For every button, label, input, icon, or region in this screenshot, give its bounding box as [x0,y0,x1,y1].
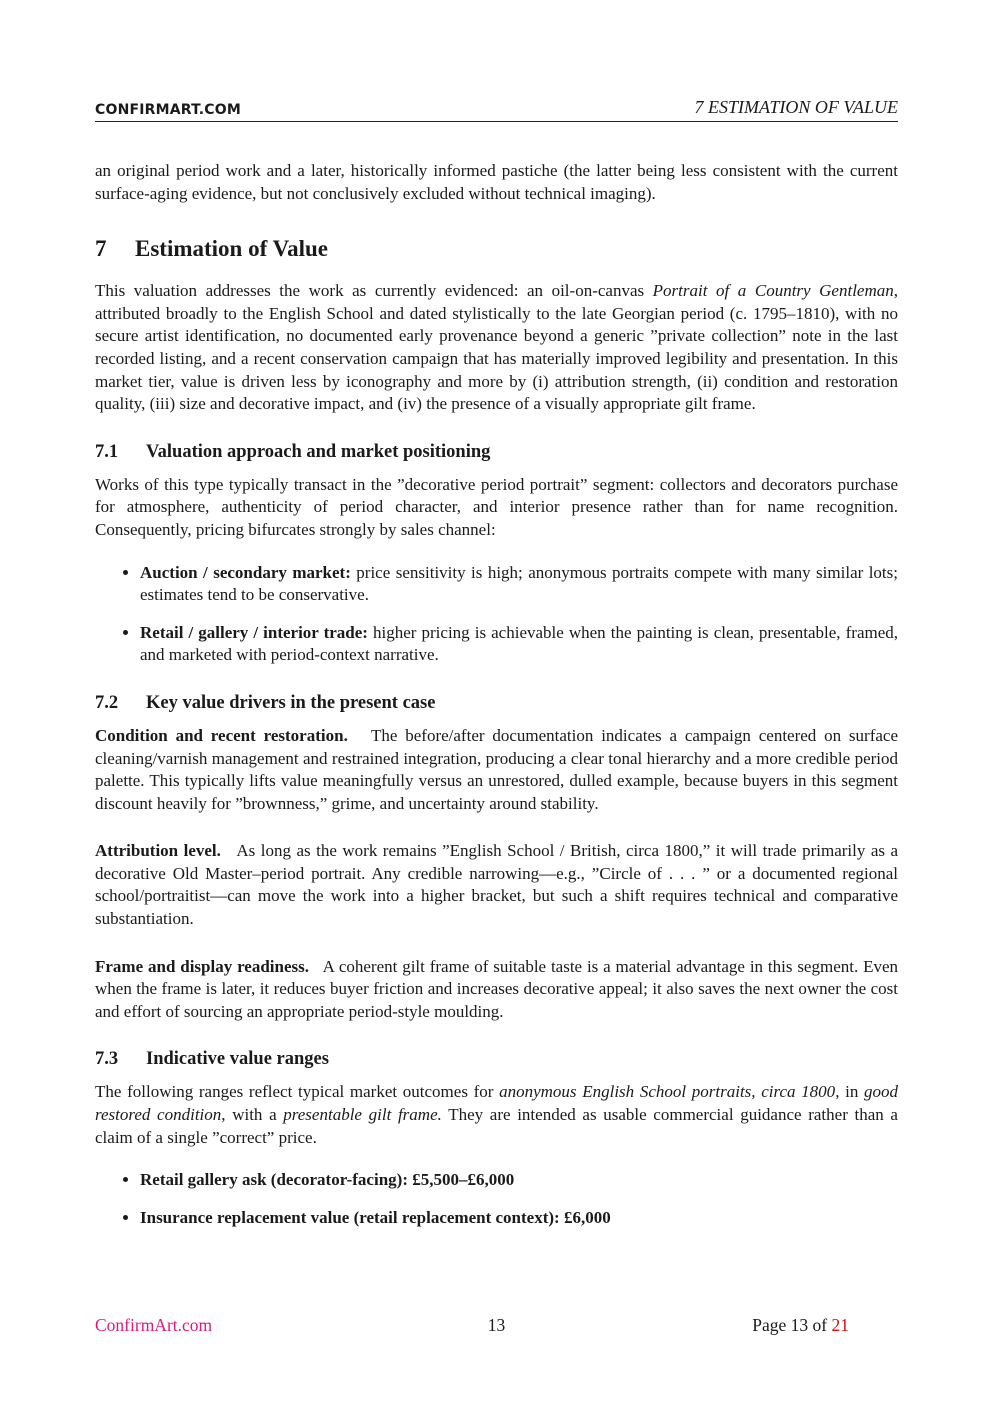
paragraph-label: Attribution level. [95,841,221,861]
list-item [140,1169,898,1192]
emphasis: anonymous English School portraits, circa 1800 [499,1082,836,1102]
section-heading [95,235,898,263]
text-run: This valuation addresses the work as currently evidenced: an oil-on-canvas [95,281,653,301]
page-label: Page 13 of [752,1315,832,1335]
subsection-title: Indicative value ranges [146,1049,329,1070]
bullet-list [95,562,898,667]
paragraph-text: The before/after documentation indicates a campaign centered on surface cleaning/varnish management and restrained integration, producing a clear tonal hierarchy and a more credible period palette. This typically lifts value meaningfully versus an unrestored, dulled example, because buyers in this segment discount heavily for ”brownness,” grime, and uncertainty around stability. [95,725,899,813]
text-run: , in [835,1082,865,1102]
text-run: , with a [221,1105,284,1125]
subsection-title: Valuation approach and market positioning [146,441,491,462]
section-intro-paragraph [95,280,898,416]
list-item-label: Auction / secondary market: [140,562,351,582]
subsection-number: 7.3 [95,1049,119,1070]
text-run: , attributed broadly to the English School and dated stylistically to the late Georgian period (c. 1795–1810), with no secure artist identification, no documented early provenance beyond a generic ”private collection” note in the last recorded listing, and a recent conservation campaign that has materially improved legibility and presentation. In this market tier, value is driven less by iconography and more by (i) attribution strength, (ii) condition and restoration quality, (iii) size and decorative impact, and (iv) the presence of a visually appropriate gilt frame. [95,281,898,414]
emphasis: good restored condition [95,1082,899,1125]
paragraph-text: A coherent gilt frame of suitable taste is a material advantage in this segment. Even when the frame is later, it reduces buyer friction and increases decorative appeal; it also saves the next owner the cost and effort of sourcing an appropriate period-style moulding. [95,956,899,1021]
paragraph [95,725,898,815]
list-item [140,562,898,607]
paragraph [95,1081,898,1149]
subsection-heading [95,440,898,464]
subsection-number: 7.1 [95,441,119,462]
list-item-text: price sensitivity is high; anonymous portraits compete with many similar lots; estimates tend to be conservative. [140,562,898,605]
subsection-heading [95,691,898,715]
paragraph-label: Frame and display readiness. [95,956,310,976]
list-item [140,622,898,667]
subsection-heading [95,1047,898,1071]
site-logo: CONFIRMART.COM [95,102,242,118]
paragraph [95,840,898,930]
paragraph [95,956,898,1024]
carryover-paragraph: an original period work and a later, historically informed pastiche (the latter being less consistent with the current surface-aging evidence, but not conclusively excluded without technical imaging). [95,161,898,203]
subsection-title: Key value drivers in the present case [146,692,436,713]
list-item [140,1207,898,1230]
footer-page-count [752,1315,849,1336]
page-body [95,160,898,1229]
subsection-number: 7.2 [95,692,119,713]
list-item-text: higher pricing is achievable when the painting is clean, presentable, framed, and marketed with period-context narrative. [140,622,899,665]
paragraph-text: As long as the work remains ”English School / British, circa 1800,” it will trade primarily as a decorative Old Master–period portrait. Any credible narrowing—e.g., ”Circle of . . . ” or a documented regional school/portraitist—can move the work into a higher bracket, but such a shift requires technical and comparative substantiation. [95,841,899,929]
footer-site-link[interactable]: ConfirmArt.com [95,1315,213,1335]
page-total-link[interactable]: 21 [831,1315,849,1335]
footer-page-number: 13 [487,1315,506,1335]
list-item-label: Retail / gallery / interior trade: [140,622,368,642]
paragraph: Works of this type typically transact in the ”decorative period portrait” segment: collectors and decorators purchase for atmosphere, authenticity of period character, and interior presence rather than for name recognition. Consequently, pricing bifurcates strongly by sales channel: [95,474,898,539]
value-range: Retail gallery ask (decorator-facing): £5,500–£6,000 [140,1170,515,1190]
text-run: They are intended as usable commercial guidance rather than a claim of a single ”correct” price. [95,1105,898,1147]
value-range: Insurance replacement value (retail replacement context): £6,000 [140,1207,611,1227]
paragraph-label: Condition and recent restoration. [95,725,348,745]
running-title: 7 ESTIMATION OF VALUE [694,97,898,117]
bullet-list [95,1169,898,1229]
emphasis: presentable gilt frame. [283,1105,442,1125]
section-number: 7 [95,236,107,262]
text-run: The following ranges reflect typical market outcomes for [95,1082,500,1102]
running-header [95,97,898,122]
section-title: Estimation of Value [135,236,328,262]
painting-title: Portrait of a Country Gentleman [652,281,894,301]
